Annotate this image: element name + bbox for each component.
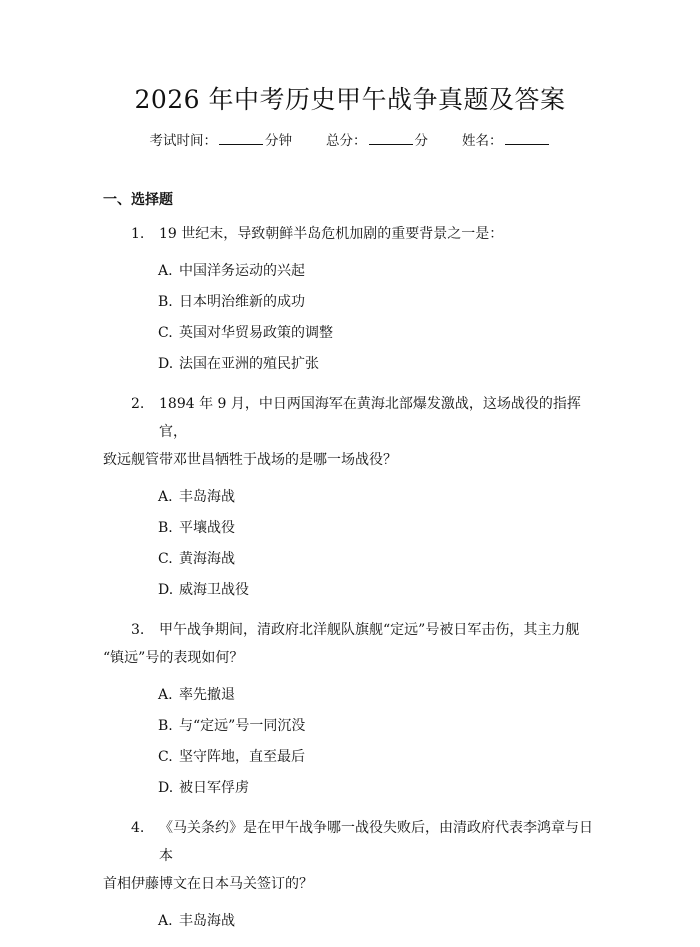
- question-text: 甲午战争期间，清政府北洋舰队旗舰“定远”号被日军击伤，其主力舰: [159, 622, 580, 638]
- question-number: 3.: [131, 622, 145, 638]
- option-text: 黄海海战: [179, 551, 235, 567]
- option-text: 平壤战役: [179, 520, 235, 536]
- question-number: 1.: [131, 226, 145, 242]
- question-number: 2.: [131, 396, 145, 412]
- question-stem: [0, 220, 700, 248]
- option-text: 被日军俘虏: [179, 780, 249, 796]
- option-letter: B.: [158, 718, 173, 734]
- question-number: 4.: [131, 820, 145, 836]
- option-c[interactable]: [0, 742, 700, 773]
- question-1: [0, 220, 700, 380]
- option-text: 日本明治维新的成功: [179, 294, 305, 310]
- question-text-continued: “镇远”号的表现如何？: [103, 650, 244, 666]
- option-letter: D.: [158, 582, 174, 598]
- exam-time-unit: 分钟: [265, 133, 292, 149]
- exam-time-field: [150, 130, 293, 151]
- option-d[interactable]: [0, 575, 700, 606]
- option-list: [0, 482, 700, 606]
- option-letter: C.: [158, 325, 173, 341]
- option-text: 法国在亚洲的殖民扩张: [179, 356, 319, 372]
- option-text: 丰岛海战: [179, 489, 235, 505]
- option-letter: D.: [158, 356, 174, 372]
- option-list: [0, 906, 700, 937]
- student-name-field: [462, 130, 551, 151]
- option-b[interactable]: [0, 287, 700, 318]
- total-score-field: [326, 130, 428, 151]
- question-text: 《马关条约》是在甲午战争哪一战役失败后，由清政府代表李鸿章与日本: [159, 820, 593, 864]
- option-letter: A.: [158, 687, 173, 703]
- option-text: 丰岛海战: [179, 913, 235, 929]
- option-letter: A.: [158, 489, 173, 505]
- question-text: 1894 年 9 月，中日两国海军在黄海北部爆发激战，这场战役的指挥官，: [159, 396, 581, 440]
- question-stem: [0, 390, 700, 446]
- exam-meta: [0, 130, 700, 151]
- question-4: [0, 814, 700, 937]
- option-a[interactable]: [0, 482, 700, 513]
- student-name-blank[interactable]: [505, 130, 549, 145]
- page-title: 2026 年中考历史甲午战争真题及答案: [134, 85, 566, 114]
- option-letter: B.: [158, 520, 173, 536]
- option-c[interactable]: [0, 318, 700, 349]
- total-score-blank[interactable]: [369, 130, 413, 145]
- question-stem: [0, 616, 700, 644]
- section-title: 一、选择题: [103, 192, 173, 208]
- option-list: [0, 256, 700, 380]
- total-score-label: 总分：: [326, 133, 367, 149]
- option-text: 率先撤退: [179, 687, 235, 703]
- exam-time-blank[interactable]: [219, 130, 263, 145]
- option-letter: B.: [158, 294, 173, 310]
- question-text: 19 世纪末，导致朝鲜半岛危机加剧的重要背景之一是：: [159, 226, 504, 242]
- option-a[interactable]: [0, 680, 700, 711]
- option-text: 威海卫战役: [179, 582, 249, 598]
- option-d[interactable]: [0, 349, 700, 380]
- option-letter: C.: [158, 749, 173, 765]
- question-text-continued: 首相伊藤博文在日本马关签订的？: [103, 876, 313, 892]
- option-list: [0, 680, 700, 804]
- option-a[interactable]: [0, 256, 700, 287]
- option-b[interactable]: [0, 711, 700, 742]
- total-score-unit: 分: [414, 133, 428, 149]
- option-letter: A.: [158, 263, 173, 279]
- option-a[interactable]: [0, 906, 700, 937]
- question-3: [0, 616, 700, 804]
- option-d[interactable]: [0, 773, 700, 804]
- option-text: 英国对华贸易政策的调整: [179, 325, 333, 341]
- option-letter: A.: [158, 913, 173, 929]
- question-2: [0, 390, 700, 606]
- option-letter: D.: [158, 780, 174, 796]
- option-b[interactable]: [0, 513, 700, 544]
- option-c[interactable]: [0, 544, 700, 575]
- question-list: [0, 220, 700, 947]
- exam-time-label: 考试时间：: [149, 133, 217, 149]
- question-stem: [0, 814, 700, 870]
- option-text: 中国洋务运动的兴起: [179, 263, 305, 279]
- option-text: 坚守阵地，直至最后: [179, 749, 305, 765]
- question-text-continued: 致远舰管带邓世昌牺牲于战场的是哪一场战役？: [103, 452, 397, 468]
- option-text: 与“定远”号一同沉没: [179, 718, 306, 734]
- option-letter: C.: [158, 551, 173, 567]
- student-name-label: 姓名：: [462, 133, 503, 149]
